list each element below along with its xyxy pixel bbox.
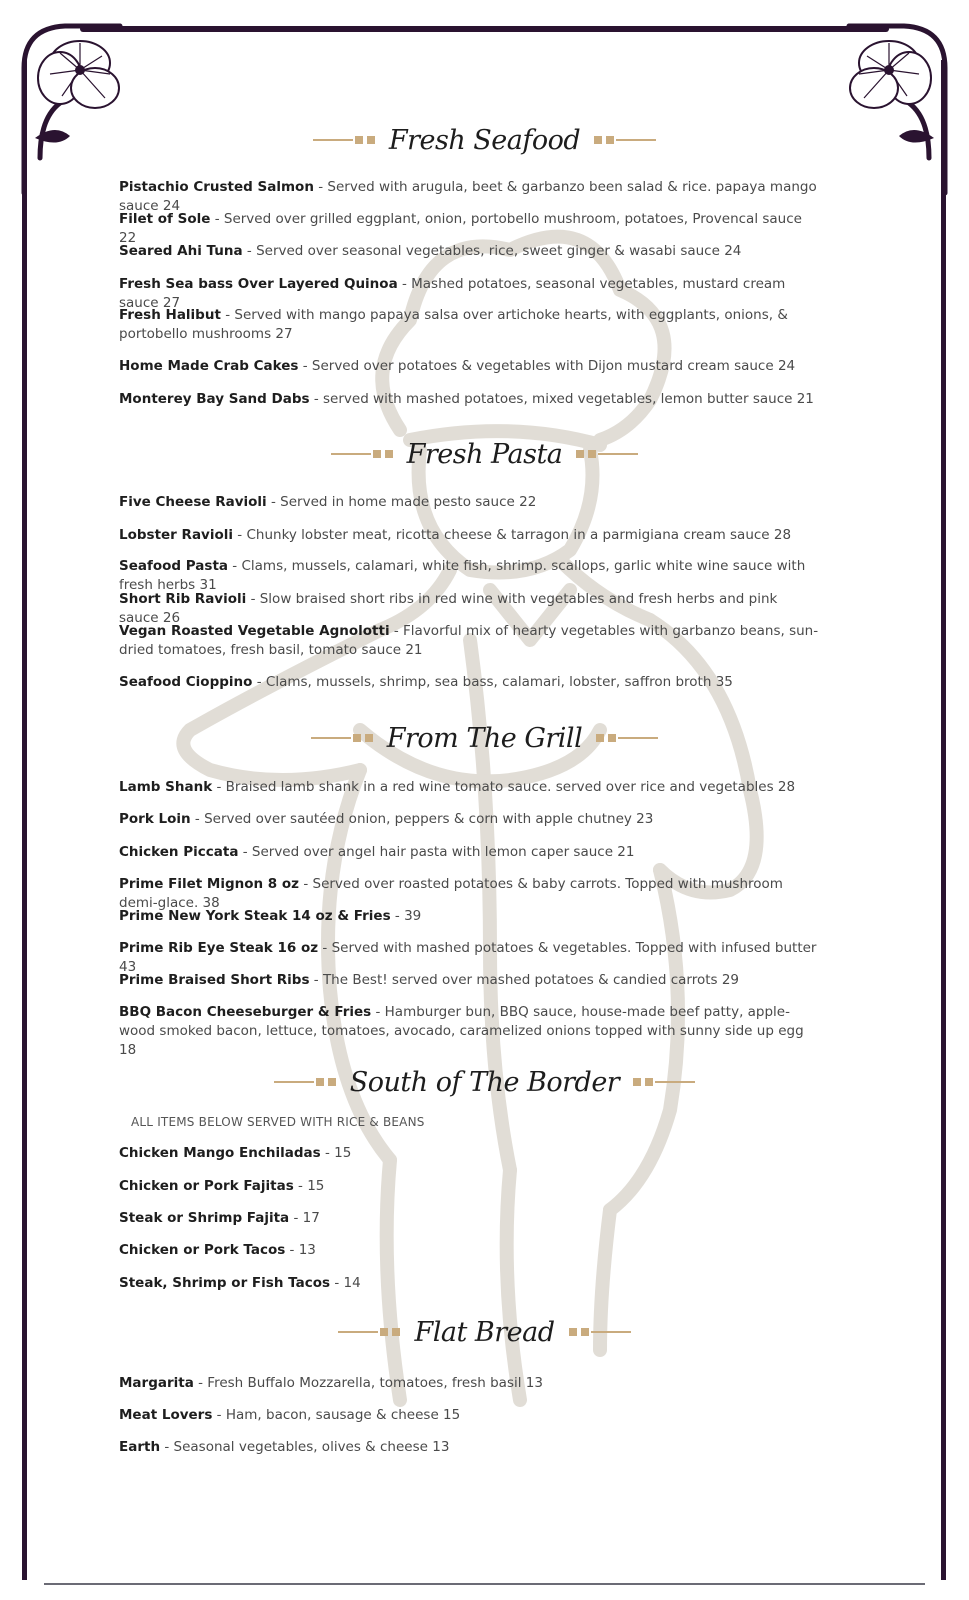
- menu-item: [119, 306, 819, 344]
- item-description: - 14: [330, 1275, 361, 1291]
- menu-item: [119, 622, 819, 660]
- item-description: - Ham, bacon, sausage & cheese 15: [212, 1407, 461, 1423]
- item-name: Steak, Shrimp or Fish Tacos: [119, 1275, 331, 1291]
- heading-ornament: [367, 136, 375, 144]
- heading-ornament: [328, 1078, 336, 1086]
- item-name: Chicken or Pork Tacos: [119, 1242, 286, 1258]
- section-note: ALL ITEMS BELOW SERVED WITH RICE & BEANS: [131, 1115, 425, 1129]
- menu-item: [119, 673, 819, 692]
- item-description: - 15: [293, 1178, 325, 1194]
- heading-ornament: [316, 1078, 324, 1086]
- heading-rule: [598, 453, 638, 455]
- menu-item: [119, 810, 819, 829]
- heading-ornament: [576, 450, 584, 458]
- section-heading-fresh-pasta: [0, 432, 969, 476]
- item-description: - Served over sautéed onion, peppers & corn with apple chutney 23: [190, 811, 654, 827]
- item-description: - Chunky lobster meat, ricotta cheese & tarragon in a parmigiana cream sauce 28: [233, 527, 792, 543]
- item-name: Fresh Halibut: [119, 307, 221, 323]
- floral-corner-right-icon: [839, 8, 959, 198]
- heading-ornament: [608, 734, 616, 742]
- heading-rule: [618, 737, 658, 739]
- item-description: - Slow braised short ribs in red wine with vegetables and fresh herbs and pink sauce 26: [119, 591, 778, 626]
- heading-rule: [331, 453, 371, 455]
- menu-item: [119, 390, 819, 409]
- item-name: Chicken or Pork Fajitas: [119, 1178, 294, 1194]
- item-name: Fresh Sea bass Over Layered Quinoa: [119, 276, 398, 292]
- menu-item: [119, 1177, 819, 1196]
- item-name: Lobster Ravioli: [119, 527, 234, 543]
- heading-ornament: [645, 1078, 653, 1086]
- menu-item: [119, 1209, 819, 1228]
- section-title: From The Grill: [386, 722, 583, 754]
- menu-item: [119, 1406, 819, 1425]
- item-description: - Clams, mussels, shrimp, sea bass, calamari, lobster, saffron broth 35: [252, 674, 733, 690]
- floral-corner-left-icon: [10, 8, 130, 198]
- heading-ornament: [588, 450, 596, 458]
- item-description: - Hamburger bun, BBQ sauce, house-made beef patty, apple-wood smoked bacon, lettuce, tomatoes, avocado, caramelized onions topped with sunny side up egg 18: [119, 1004, 804, 1058]
- item-description: - served with mashed potatoes, mixed vegetables, lemon butter sauce 21: [309, 391, 814, 407]
- item-name: Seafood Cioppino: [119, 674, 253, 690]
- heading-ornament: [594, 136, 602, 144]
- item-name: Home Made Crab Cakes: [119, 358, 299, 374]
- item-description: - 13: [285, 1242, 316, 1258]
- menu-item: [119, 1374, 819, 1393]
- item-name: Seared Ahi Tuna: [119, 243, 243, 259]
- section-title: South of The Border: [349, 1066, 620, 1098]
- item-name: Filet of Sole: [119, 211, 211, 227]
- heading-rule: [274, 1081, 314, 1083]
- item-description: - Clams, mussels, calamari, white fish, shrimp. scallops, garlic white wine sauce with fresh herbs 31: [119, 558, 806, 593]
- menu-item: [119, 1144, 819, 1163]
- item-name: Lamb Shank: [119, 779, 213, 795]
- section-heading-south-of-the-border: [0, 1060, 969, 1104]
- heading-rule: [311, 737, 351, 739]
- item-name: Short Rib Ravioli: [119, 591, 247, 607]
- item-description: - Braised lamb shank in a red wine tomato sauce. served over rice and vegetables 28: [212, 779, 796, 795]
- item-description: - Mashed potatoes, seasonal vegetables, mustard cream sauce 27: [119, 276, 786, 311]
- heading-ornament: [353, 734, 361, 742]
- menu-item: [119, 971, 819, 990]
- menu-item: [119, 242, 819, 261]
- item-description: - 17: [289, 1210, 320, 1226]
- item-description: - Served over seasonal vegetables, rice, sweet ginger & wasabi sauce 24: [242, 243, 742, 259]
- item-description: - Served with mashed potatoes & vegetables. Topped with infused butter 43: [119, 940, 817, 975]
- item-description: - Served with mango papaya salsa over artichoke hearts, with eggplants, onions, & portobello mushrooms 27: [119, 307, 788, 342]
- menu-item: [119, 907, 819, 926]
- menu-item: [119, 1003, 819, 1060]
- item-name: Prime Rib Eye Steak 16 oz: [119, 940, 319, 956]
- item-description: - Served with arugula, beet & garbanzo been salad & rice. papaya mango sauce 24: [119, 179, 817, 214]
- section-heading-fresh-seafood: [0, 118, 969, 162]
- heading-ornament: [355, 136, 363, 144]
- heading-rule: [591, 1331, 631, 1333]
- item-name: BBQ Bacon Cheeseburger & Fries: [119, 1004, 372, 1020]
- heading-rule: [616, 139, 656, 141]
- heading-ornament: [569, 1328, 577, 1336]
- item-description: - Flavorful mix of hearty vegetables with garbanzo beans, sun-dried tomatoes, fresh basil, tomato sauce 21: [119, 623, 819, 658]
- section-title: Flat Bread: [414, 1316, 555, 1348]
- item-name: Prime New York Steak 14 oz & Fries: [119, 908, 391, 924]
- item-description: - The Best! served over mashed potatoes & candied carrots 29: [309, 972, 740, 988]
- item-description: - Seasonal vegetables, olives & cheese 13: [160, 1439, 450, 1455]
- item-name: Five Cheese Ravioli: [119, 494, 267, 510]
- heading-rule: [338, 1331, 378, 1333]
- section-title: Fresh Pasta: [406, 438, 563, 470]
- frame-top-border: [80, 26, 889, 32]
- item-name: Monterey Bay Sand Dabs: [119, 391, 310, 407]
- section-heading-from-the-grill: [0, 716, 969, 760]
- heading-ornament: [385, 450, 393, 458]
- menu-item: [119, 1241, 819, 1260]
- item-name: Chicken Mango Enchiladas: [119, 1145, 321, 1161]
- item-name: Pistachio Crusted Salmon: [119, 179, 314, 195]
- section-heading-flat-bread: [0, 1310, 969, 1354]
- heading-ornament: [633, 1078, 641, 1086]
- menu-item: [119, 526, 819, 545]
- item-description: - Served over roasted potatoes & baby carrots. Topped with mushroom demi-glace. 38: [119, 876, 783, 911]
- item-name: Seafood Pasta: [119, 558, 229, 574]
- heading-ornament: [365, 734, 373, 742]
- menu-item: [119, 843, 819, 862]
- heading-ornament: [606, 136, 614, 144]
- item-description: - 15: [320, 1145, 352, 1161]
- menu-item: [119, 493, 819, 512]
- item-description: - Served over potatoes & vegetables with Dijon mustard cream sauce 24: [298, 358, 796, 374]
- frame-bottom-border: [44, 1583, 925, 1585]
- heading-rule: [313, 139, 353, 141]
- heading-ornament: [596, 734, 604, 742]
- item-name: Prime Filet Mignon 8 oz: [119, 876, 300, 892]
- heading-ornament: [380, 1328, 388, 1336]
- item-name: Meat Lovers: [119, 1407, 213, 1423]
- item-name: Vegan Roasted Vegetable Agnolotti: [119, 623, 390, 639]
- heading-ornament: [392, 1328, 400, 1336]
- item-name: Prime Braised Short Ribs: [119, 972, 310, 988]
- item-description: - Served over grilled eggplant, onion, portobello mushroom, potatoes, Provencal sauce 22: [119, 211, 802, 246]
- item-description: - Served in home made pesto sauce 22: [266, 494, 537, 510]
- item-description: - 39: [390, 908, 422, 924]
- item-name: Chicken Piccata: [119, 844, 239, 860]
- menu-item: [119, 778, 819, 797]
- item-name: Margarita: [119, 1375, 194, 1391]
- item-name: Steak or Shrimp Fajita: [119, 1210, 290, 1226]
- item-description: - Served over angel hair pasta with lemon caper sauce 21: [238, 844, 635, 860]
- menu-item: [119, 1438, 819, 1457]
- item-name: Earth: [119, 1439, 161, 1455]
- menu-item: [119, 357, 819, 376]
- section-title: Fresh Seafood: [388, 124, 581, 156]
- menu-item: [119, 1274, 819, 1293]
- item-name: Pork Loin: [119, 811, 191, 827]
- item-description: - Fresh Buffalo Mozzarella, tomatoes, fresh basil 13: [193, 1375, 543, 1391]
- heading-rule: [655, 1081, 695, 1083]
- heading-ornament: [581, 1328, 589, 1336]
- heading-ornament: [373, 450, 381, 458]
